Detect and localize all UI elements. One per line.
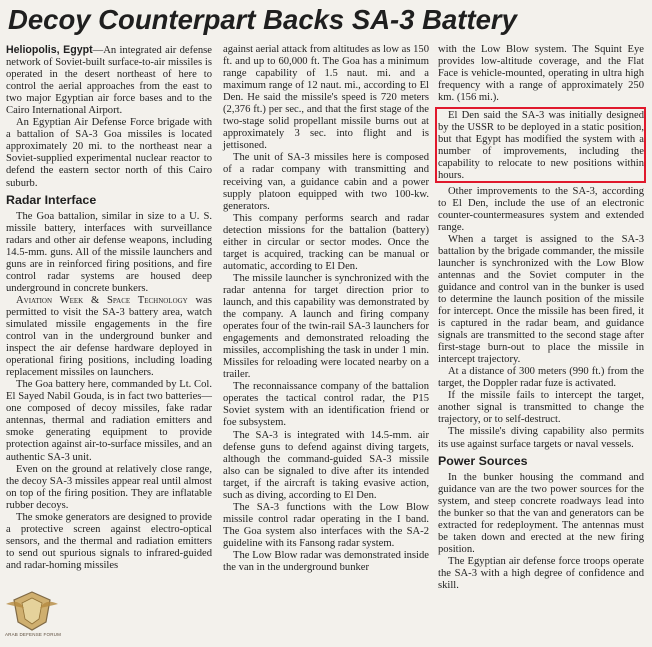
highlighted-paragraph: El Den said the SA-3 was initially designed by the USSR to be deployed in a static position, but that Egypt has modified the system with a number of improvements, including the capability to relocate to new positions within hours.	[438, 110, 644, 182]
paragraph-continued: with the Low Blow system. The Squint Eye provides low-altitude coverage, and the Flat Face is vehicle-mounted, operating in ultra high frequency with a range of approximately 250 km. (156 mi.).	[438, 44, 644, 104]
paragraph: When a target is assigned to the SA-3 battalion by the brigade commander, the missile launcher is synchronized with the Low Blow antennas and the Soviet computer in the guidance and control van in the bunker is used to determine the launch position of the missile for intercept. Once the missile has been fired, it is captured in the radar beam, and guidance signals are transmitted to the second stage after first-stage burn-out to place the missile in intercept trajectory.	[438, 233, 644, 366]
paragraph	[6, 295, 212, 379]
paragraph: This company performs search and radar detection missions for the battalion (battery) either in circular or sector modes. Once the target is acquired, tracking can be manual or automatic, according to El Den.	[223, 212, 429, 272]
article-column-2	[223, 44, 429, 574]
publication-name: Aviation Week & Space Technology	[16, 294, 188, 306]
forum-logo-icon	[2, 588, 62, 634]
dateline-dash: —	[92, 45, 104, 56]
paragraph: The unit of SA-3 missiles here is composed of a radar company with transmitting and receiving van, a guidance cabin and a power supply platoon equipped with two 100-kw. generators.	[223, 152, 429, 212]
section-heading-power-sources: Power Sources	[438, 453, 528, 468]
highlight-box	[435, 107, 646, 183]
lead-text: An integrated air defense network of Soviet-built surface-to-air missiles is operated in the desert northeast of here to control the aerial approaches from the east to two major Egyptian air force bases and to the Cairo International Airport.	[6, 45, 212, 117]
article-column-1	[6, 44, 212, 571]
paragraph-lead	[6, 44, 212, 117]
paragraph: The Egyptian air defense force troops operate the SA-3 with a high degree of confidence and skill.	[438, 555, 644, 591]
paragraph: The SA-3 functions with the Low Blow missile control radar operating in the I band. The Goa system also interfaces with the SA-2 guideline with its Fansong radar system.	[223, 501, 429, 549]
paragraph: An Egyptian Air Defense Force brigade with a battalion of SA-3 Goa missiles is located approximately 20 mi. to the northeast near a Soviet-supplied experimental nuclear reactor to defend the eastern sector north of this Cairo suburb.	[6, 117, 212, 189]
paragraph: Even on the ground at relatively close range, the decoy SA-3 missiles appear real until almost on top of the firing position. They are inflatable rubber decoys.	[6, 463, 212, 511]
paragraph: The Low Blow radar was demonstrated inside the van in the underground bunker	[223, 549, 429, 574]
paragraph: In the bunker housing the command and guidance van are the two power sources for the system, and steep concrete roadways lead into the bunker so that the van and generators can be extracted for redeployment. The antennas must be taken down and erected at the new firing position.	[438, 471, 644, 555]
watermark-logo	[2, 588, 62, 646]
paragraph: The smoke generators are designed to provide a protective screen against electro-optical sensors, and the thermal and radiation emitters to send out spurious signals to infrared-guided and radar-homing missiles	[6, 511, 212, 571]
paragraph-continued: against aerial attack from altitudes as low as 150 ft. and up to 60,000 ft. The Goa has a minimum range capability of 1.5 naut. mi. and a maximum range of 12 naut. mi., according to El Den. He said the missile's speed is 720 meters (2,376 ft.) per sec., and that the first stage of the two-stage solid propellant missile burns out at approximately 3 sec. into flight and is jettisoned.	[223, 44, 429, 152]
paragraph: The SA-3 is integrated with 14.5-mm. air defense guns to defend against diving targets, although the command-guided SA-3 missile also can be signaled to dive after its intended target, if the aircraft is taking evasive action, such as diving, according to El Den.	[223, 429, 429, 501]
column-cutoff	[6, 511, 212, 571]
paragraph: The reconnaissance company of the battalion operates the tactical control radar, the P15 Soviet system with an identification friend or foe subsystem.	[223, 381, 429, 429]
paragraph: The Goa battalion, similar in size to a U. S. missile battery, interfaces with surveillance radars and other air defense weapons, including 14.5-mm. guns. All of the missile launchers and guns are in reinforced firing positions, and fire control radar systems are housed deep underground in concrete bunkers.	[6, 210, 212, 294]
logo-caption: ARAB DEFENSE FORUM	[4, 632, 62, 637]
article-headline: Decoy Counterpart Backs SA-3 Battery	[8, 4, 517, 35]
paragraph: At a distance of 300 meters (990 ft.) from the target, the Doppler radar fuze is activated.	[438, 366, 644, 390]
paragraph: If the missile fails to intercept the target, another signal is transmitted to change the trajectory, or to self-destruct.	[438, 390, 644, 426]
paragraph-text: was permitted to visit the SA-3 battery area, watch simulated missile engagements in the fire control van in the underground bunker and inspect the air defense hardware deployed in operational firing positions, including loading replacement missiles on launchers.	[6, 294, 212, 379]
dateline: Heliopolis, Egypt	[6, 44, 93, 56]
paragraph: The missile's diving capability also permits its use against surface targets or naval vessels.	[438, 426, 644, 450]
paragraph: The missile launcher is synchronized with the radar antenna for target direction prior to launch, and this capability was demonstrated by the company. A launch and firing company operates four of the twin-rail SA-3 launchers for engagements and demonstrated reloading the missiles, accomplishing the task in under 1 min. Missiles for reloading were located nearby on a trailer.	[223, 272, 429, 381]
paragraph: Other improvements to the SA-3, according to El Den, include the use of an electronic counter-countermeasures system and extended range.	[438, 185, 644, 233]
paragraph: The Goa battery here, commanded by Lt. Col. El Sayed Nabil Gouda, is in fact two batteries—one composed of decoy missiles, fake radar antennas, thermal and radiation emitters and smoke generating equipment to provide protection against air-to-surface missiles, and an authentic SA-3 unit.	[6, 379, 212, 463]
section-heading-radar-interface: Radar Interface	[6, 192, 97, 207]
